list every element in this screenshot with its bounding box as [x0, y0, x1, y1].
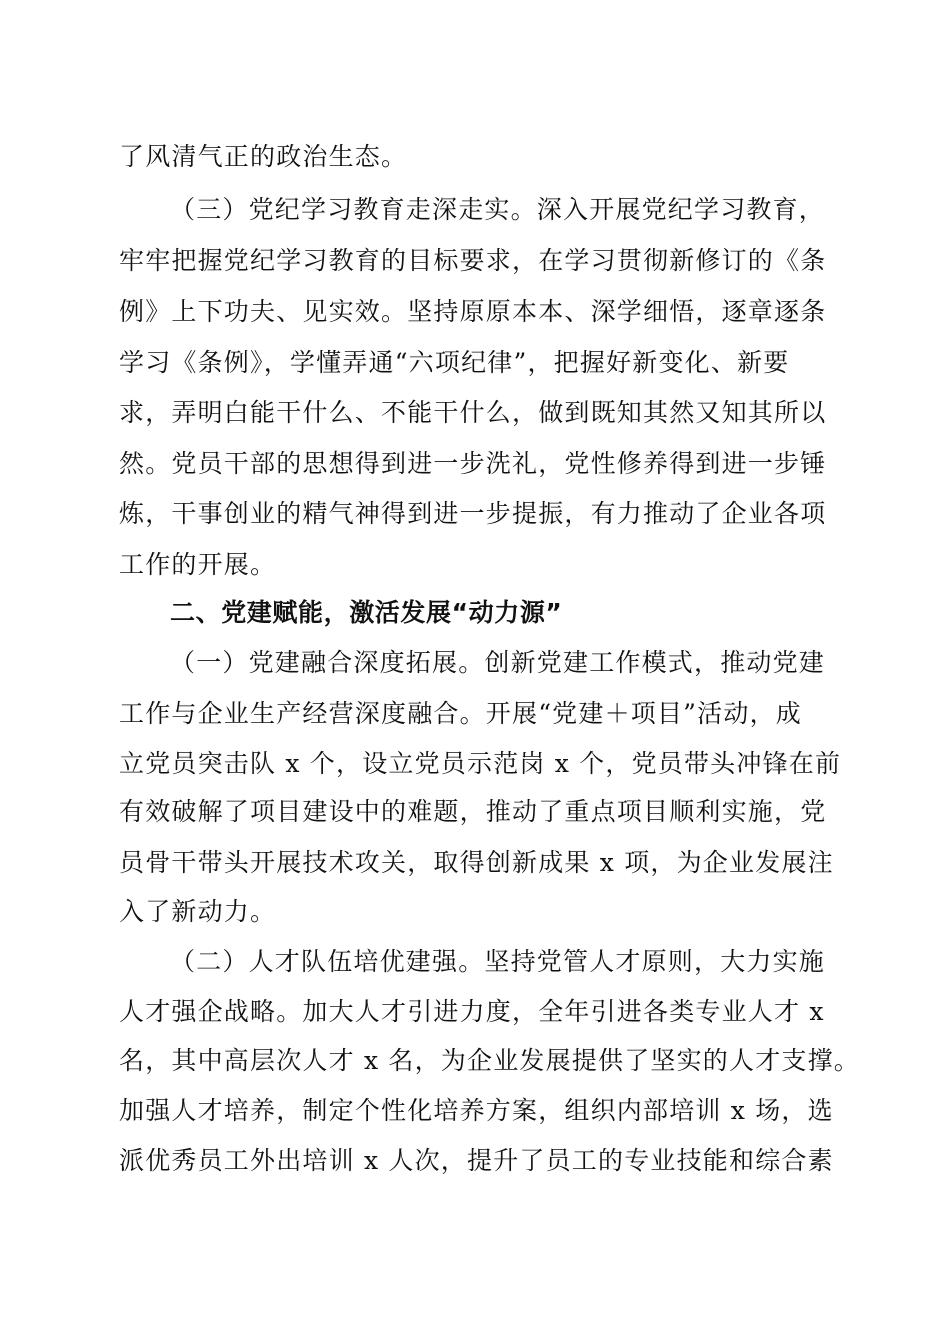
text-line: （一）党建融合深度拓展。创新党建工作模式，推动党建 [170, 648, 826, 677]
text-line: 牢牢把握党纪学习教育的目标要求，在学习贯彻新修订的《条 [119, 246, 827, 275]
text-line: 求，弄明白能干什么、不能干什么，做到既知其然又知其所以 [119, 398, 827, 427]
text-line: 例》上下功夫、见实效。坚持原原本本、深学细悟，逐章逐条 [119, 297, 827, 326]
text-line: 派优秀员工外出培训 x 人次，提升了员工的专业技能和综合素 [119, 1146, 834, 1175]
text-line: （三）党纪学习教育走深走实。深入开展党纪学习教育， [170, 195, 826, 224]
text-line: 立党员突击队 x 个，设立党员示范岗 x 个，党员带头冲锋在前 [119, 749, 842, 778]
text-line: 入了新动力。 [119, 897, 277, 926]
section-heading: 二、党建赋能，激活发展“动力源” [170, 598, 563, 627]
text-line: 人才强企战略。加大人才引进力度，全年引进各类专业人才 x [119, 997, 825, 1026]
text-line: 然。党员干部的思想得到进一步洗礼，党性修养得到进一步锤 [119, 449, 827, 478]
text-line: 加强人才培养，制定个性化培养方案，组织内部培训 x 场，选 [119, 1096, 834, 1125]
text-line: 炼，干事创业的精气神得到进一步提振，有力推动了企业各项 [119, 499, 827, 528]
text-line: 员骨干带头开展技术攻关，取得创新成果 x 项，为企业发展注 [119, 848, 834, 877]
text-line: 了风清气正的政治生态。 [119, 142, 408, 171]
text-line: 有效破解了项目建设中的难题，推动了重点项目顺利实施，党 [119, 797, 827, 826]
text-line: 工作与企业生产经营深度融合。开展“党建＋项目”活动，成 [119, 699, 802, 728]
text-line: 学习《条例》，学懂弄通“六项纪律”，把握好新变化、新要 [119, 348, 790, 377]
text-line: 工作的开展。 [119, 550, 277, 579]
text-line: （二）人才队伍培优建强。坚持党管人才原则，大力实施 [170, 947, 826, 976]
text-line: 名，其中高层次人才 x 名，为企业发展提供了坚实的人才支撑。 [119, 1046, 860, 1075]
